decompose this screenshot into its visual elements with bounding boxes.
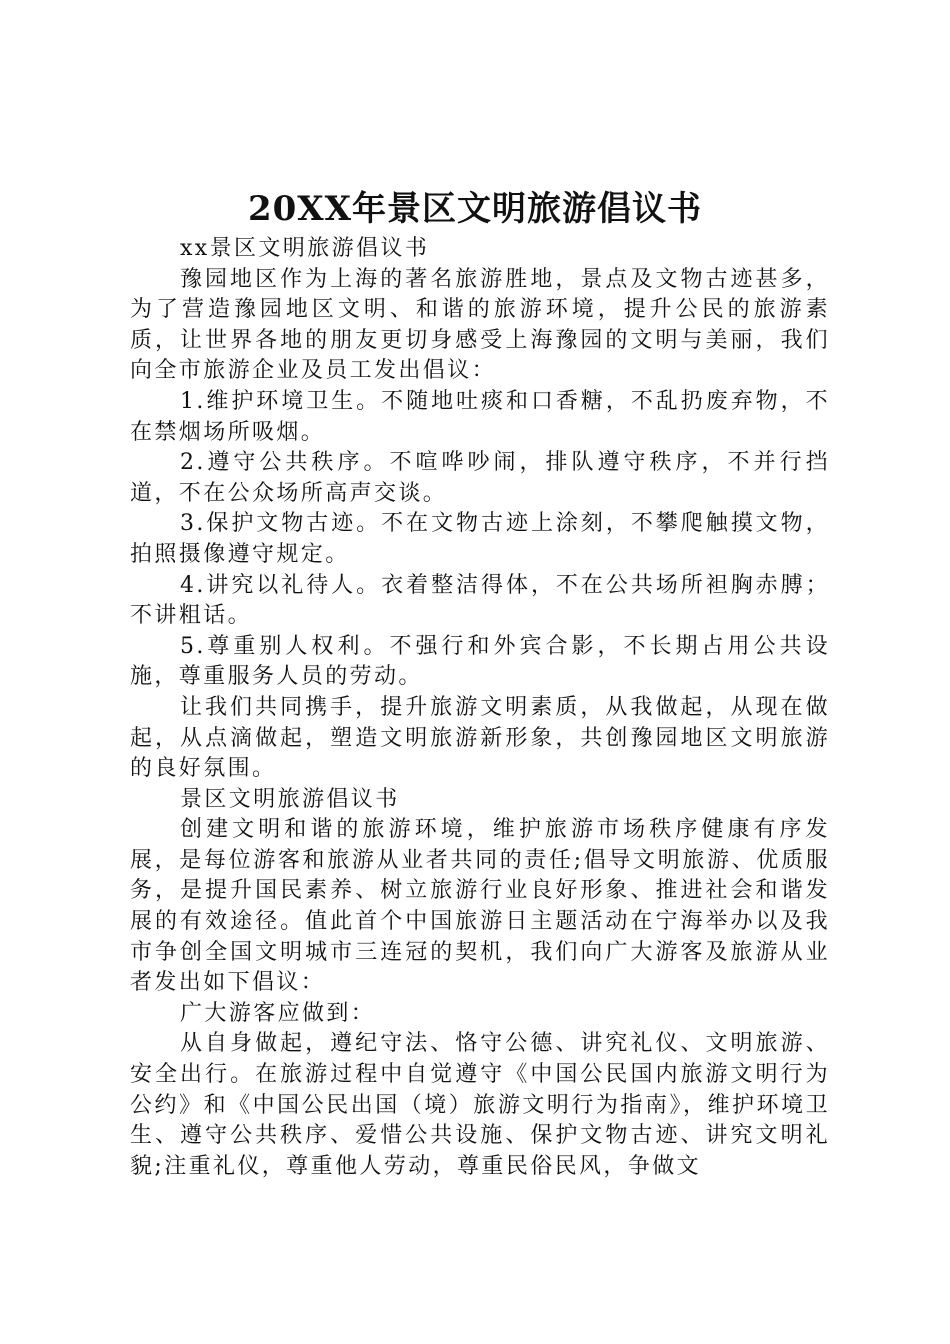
paragraph-tourists-body: 从自身做起，遵纪守法、恪守公德、讲究礼仪、文明旅游、安全出行。在旅游过程中自觉遵守《中国公民国内旅游文明行为公约》和《中国公民出国（境）旅游文明行为指南》，维护环境卫生、遵守公共秩序、爱惜公共设施、保护文物古迹、讲究文明礼貌;注重礼仪，尊重他人劳动，尊重民俗民风，争做文	[130, 1031, 830, 1179]
paragraph-item-1: 1.维护环境卫生。不随地吐痰和口香糖，不乱扔废弃物，不在禁烟场所吸烟。	[130, 388, 830, 445]
paragraph-intro: 豫园地区作为上海的著名旅游胜地，景点及文物古迹甚多，为了营造豫园地区文明、和谐的旅游环境，提升公民的旅游素质，让世界各地的朋友更切身感受上海豫园的文明与美丽，我们向全市旅游企业及员工发出倡议：	[130, 266, 830, 384]
paragraph-item-2: 2.遵守公共秩序。不喧哗吵闹，排队遵守秩序，不并行挡道，不在公众场所高声交谈。	[130, 450, 830, 506]
paragraph-item-5: 5.尊重别人权利。不强行和外宾合影，不长期占用公共设施，尊重服务人员的劳动。	[130, 633, 830, 690]
document-body	[130, 234, 830, 1182]
document-title: 20XX年景区文明旅游倡议书	[247, 189, 703, 229]
paragraph-item-3: 3.保护文物古迹。不在文物古迹上涂刻，不攀爬触摸文物，拍照摄像遵守规定。	[130, 511, 830, 567]
paragraph-section-heading: 景区文明旅游倡议书	[180, 786, 400, 812]
paragraph-item-4: 4.讲究以礼待人。衣着整洁得体，不在公共场所袒胸赤膊；不讲粗话。	[130, 572, 830, 629]
paragraph-tourists-heading: 广大游客应做到：	[180, 1000, 376, 1026]
paragraph-section-intro: 创建文明和谐的旅游环境，维护旅游市场秩序健康有序发展，是每位游客和旅游从业者共同的责任;倡导文明旅游、优质服务，是提升国民素养、树立旅游行业良好形象、推进社会和谐发展的有效途径。值此首个中国旅游日主题活动在宁海举办以及我市争创全国文明城市三连冠的契机，我们向广大游客及旅游从业者发出如下倡议：	[130, 817, 830, 996]
paragraph-subtitle: xx景区文明旅游倡议书	[180, 236, 430, 261]
paragraph-closing: 让我们共同携手，提升旅游文明素质，从我做起，从现在做起，从点滴做起，塑造文明旅游新形象，共创豫园地区文明旅游的良好氛围。	[130, 694, 830, 782]
